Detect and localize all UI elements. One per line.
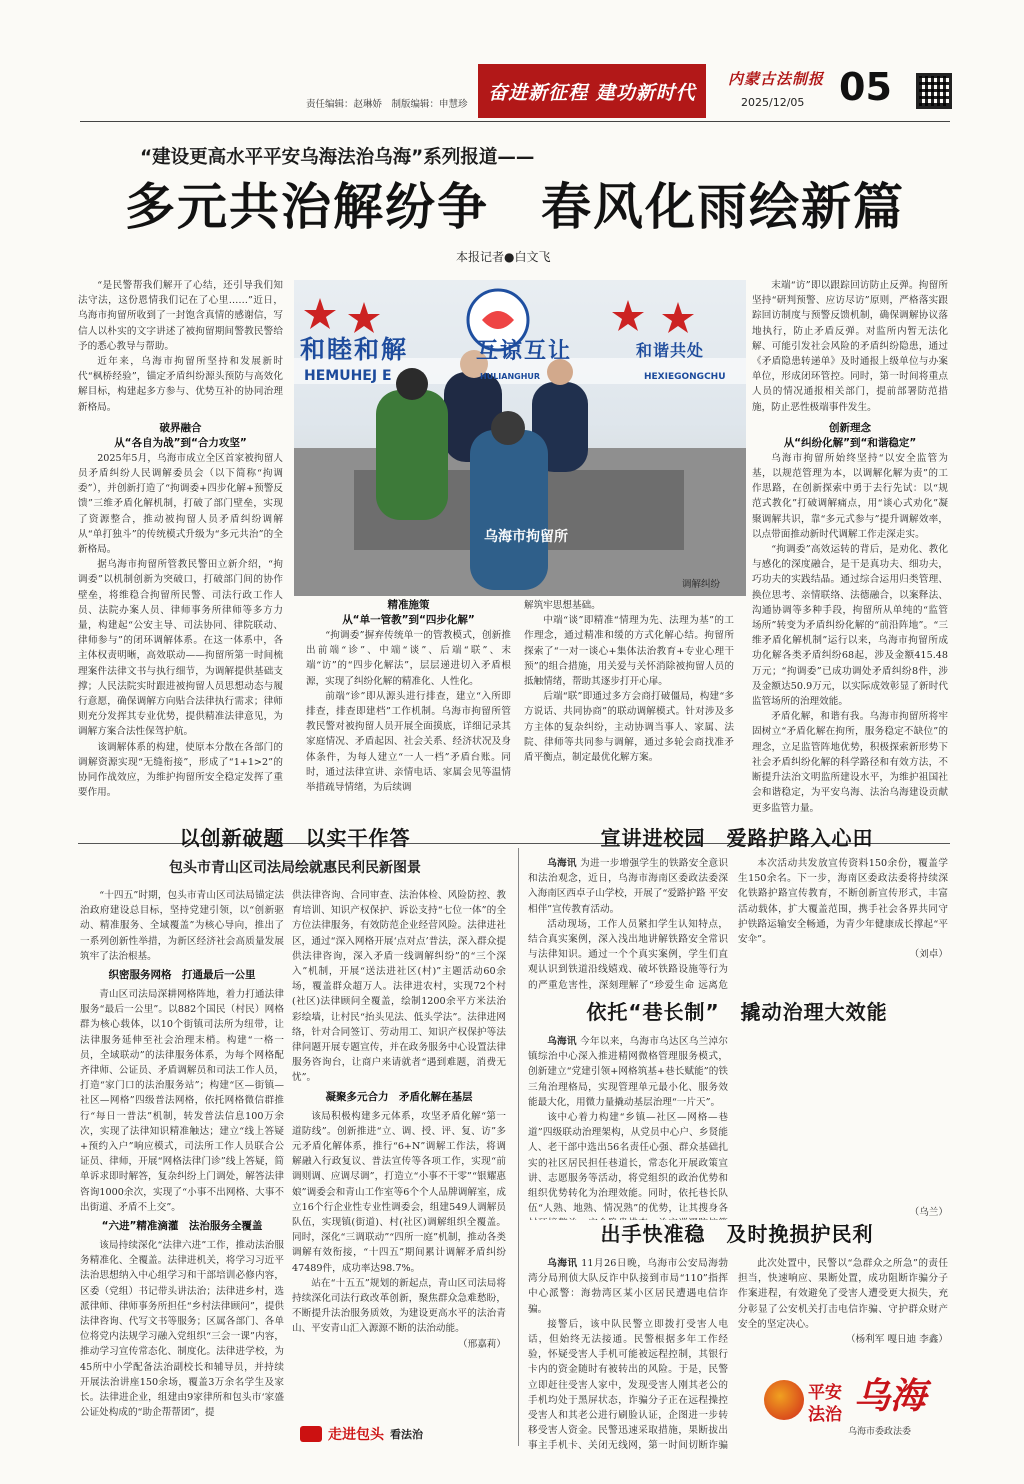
subheading-line: 精准施策: [387, 599, 430, 611]
tag-icon: [300, 1426, 322, 1442]
paragraph: 2025年5月，乌海市成立全区首家被拘留人员矛盾纠纷人民调解委员会（以下简称“拘调委”），并创新打造了“拘调委+四步化解+预警反馈”三维矛盾化解机制，打破了部门壁垒，实现了资源整合，推动被拘留人员矛盾纠纷调解从“单打独斗”的传统模式升级为“多元共治”的全新格局。: [78, 452, 283, 556]
subheading-line: 从“各自为战”到“合力攻坚”: [114, 436, 247, 449]
paragraph: 此次处置中，民警以“急群众之所急”的责任担当，快速响应、果断处置，成功阻断诈骗分子作案进程，有效避免了受害人遭受更大损失，充分彰显了公安机关打击电信诈骗、守护群众财产安全的坚定决心。: [738, 1258, 948, 1330]
paragraph: 接警后，该中队民警立即拨打受害人电话，但始终无法接通。民警根据多年工作经验，怀疑受害人手机可能被远程控制，其银行卡内的资金随时有被转出的风险。于是，民警立即赶往受害人家中，发现受害人刚其老公的手机均处于黑屏状态，诈骗分子正在远程操控受害人和其老公进行刷脸认证，企图进一步转移受害人资金。民警迅速采取措施，果断拔出事主手机卡、关闭无线网，第一时间切断诈骗: [528, 1318, 728, 1452]
story-5-column-1: [528, 1256, 728, 1452]
dateline: 乌海讯: [547, 1036, 577, 1047]
story-2-column-1: [80, 888, 284, 1458]
paragraph: 后端“联”即通过多方会商打破僵局，构建“多方说话、共同协商”的联动调解模式。针对涉及多方主体的复杂纠纷，主动协调当事人、家属、法院、律师等共同参与调解，通过多轮会商找准矛盾平衡点，制定最优化解方案。: [524, 691, 734, 764]
story-2-title: 以创新破题 以实干作答: [179, 826, 411, 850]
qr-code: [916, 73, 952, 109]
story-4-title: 依托“巷长制” 撬动治理大效能: [586, 1000, 888, 1024]
paragraph: [528, 1034, 728, 1110]
subheading: 织密服务网格 打通最后一公里: [108, 969, 256, 982]
subheading: [78, 421, 283, 451]
paragraph: [528, 856, 728, 917]
subheading-line: 破界融合: [159, 421, 202, 434]
story-3-column-2: [738, 856, 948, 991]
logo-swoosh: [764, 1380, 804, 1420]
column-divider: [518, 848, 519, 1446]
subheading: [752, 421, 948, 451]
footer-tag: [300, 1424, 423, 1444]
story-4-column-1: [528, 1034, 728, 1220]
wall-slogan-2: 互谅互让: [476, 339, 573, 364]
page-number: 05: [839, 65, 892, 109]
logo-line-1: 平安: [808, 1383, 842, 1403]
paragraph: 供法律咨询、合同审查、法治体检、风险防控、教育培训、知识产权保护、诉讼支持“七位一体”的全方位法律服务，有效防范企业经营风险。法律进社区，通过“深入网格开展‘点对点’普法，深入群众提供法律咨询，深入矛盾一线调解纠纷”的“三个深入”机制，开展“送法进社区(村)”主题活动60余场，覆盖群众超万人。法律进农村，实现72个村(社区)法律顾问全覆盖，绘制1200余平方米法治彩绘墙，让村民“抬头见法、低头学法”。法律进网络，针对合同签订、劳动用工、知识产权保护等法律问题开展专题宣传，并在政务服务中心设置法律服务咨询台，让商户来请就者“遇到难题，消费无忧”。: [292, 890, 506, 1084]
wall-pinyin-3: HEXIEGONGCHU: [644, 372, 726, 382]
paragraph: 中端“谈”即精准“情理为先、法理为基”的工作理念，通过精准和缓的方式化解心结。拘留所探索了“一对一谈心+集体法治教育+专业心理干预”的组合措施，用关爱与关怀消除被拘留人员的抵触情绪，帮助其逐步打开心扉。: [524, 615, 734, 688]
lead-column-2: [306, 598, 511, 838]
credit: （邢嘉莉）: [458, 1338, 506, 1350]
paragraph: 该局积极构建多元体系，攻坚矛盾化解“第一道防线”。创新推进“立、调、授、评、复、访”多元矛盾化解体系，推行“6+N”调解工作法，将调解融入行政复议、普法宣传等各项工作，实现“前调则调、应调尽调”，打造立“小事不干零”“银耀惠娘”调委会和青山工作室等6个个人品牌调解室，成立16个行企业性专业性调委会，组建549人调解员队伍，实现镇(街道)、村(社区)调解组织全覆盖。同时，深化“三调联动”“四所一庭”机制，推动各类调解有效衔接，“十四五”期间累计调解矛盾纠纷47489件，成功率达98.7%。: [292, 1110, 506, 1274]
wall-pinyin-2: HULIANGHUR: [480, 372, 541, 381]
vest-text: 乌海市拘留所: [484, 529, 568, 545]
paragraph: 近年来，乌海市拘留所坚持和发展新时代“枫桥经验”，锚定矛盾纠纷源头预防与高效化解目标，构建起多方参与、优势互补的协同治理新格局。: [78, 356, 283, 413]
paragraph: [528, 1256, 728, 1317]
paragraph: 据乌海市拘留所管教民警田立新介绍，“拘调委”以机制创新为突破口，打破部门间的协作壁垒，将维稳合拘留所民警、司法行政工作人员、法院办案人员、律师事务所律师等多方力量，构建起“公安主导、司法协同、律院联动、律师参与”的闭环调解体系。在这一体系中，各主体权责明晰，高效联动——拘留所第一时间梳理案件法律文书与执行细节，为调解提供基础支撑；人民法院实时跟进被拘留人员思想动态与履行意愿，确保调解方向贴合法律执行需求；律师则充分发挥其专业优势，提供精准法律意见，为调解方案合法性保驾护航。: [78, 559, 283, 738]
photo-scene: [294, 280, 746, 596]
dateline: 乌海讯: [547, 858, 577, 869]
issue-date: 2025/12/05: [741, 96, 805, 109]
story-2-column-2: [292, 888, 506, 1420]
paragraph: “拘调委”摒弃传统单一的管教模式，创新推出前端“诊”、中端“谈”、后端“联”、末端“访”的“四步化解法”，层层递进切入矛盾根源，实现了纠纷化解的精准化、人性化。: [306, 630, 511, 687]
credit: （乌兰）: [906, 1205, 948, 1220]
paragraph: 青山区司法局深耕网格阵地，着力打通法律服务“最后一公里”。以882个国民（村民）网格群为核心载体，以10个街镇司法所为纽带，让法律服务延伸至社会治理末梢。构建“一格一员，全域联动”的法律服务体系，为每个网格配齐律师、公证员、矛盾调解员和司法工作人员，打造“家门口的法治服务站”；构建“区—街镇—社区—网格”四级普法网格，依托网格微信群推行“每日一普法”机制，转发普法信息100万余次，实现了法律知识精准触达；建立“线上答疑+预约入户”响应模式，司法所工作人员联合公证员、律师，开展“网格法律门诊”线上答疑，简单诉求即时解答，复杂纠纷上门调处，解答法律咨询1000余次，实现了“小事不出网格、大事不出街道、矛盾不上交”。: [80, 989, 284, 1213]
ping-an-logo: [764, 1372, 950, 1448]
paragraph: 站在“十五五”规划的新起点，青山区司法局将持续深化司法行政改革创新，聚焦群众急难愁盼，不断提升法治服务质效，为建设更高水平的法治青山、平安青山汇入源源不断的法治动能。: [292, 1277, 506, 1335]
lead-column-1: [78, 278, 283, 838]
main-headline: 多元共治解纷争 春风化雨绘新篇: [125, 177, 905, 236]
paragraph: 活动现场，工作人员紧扣学生认知特点，结合真实案例，深入浅出地讲解铁路安全常识与法律知识。通过一个个真实案例，学生们直观认识到铁道沿线嬉戏、破坏铁路设施等行为的严重危害性，深刻理解了“珍爱生命 远离危: [528, 918, 728, 991]
story-5-column-2: [738, 1256, 948, 1376]
byline: 本报记者●白文飞: [456, 250, 551, 264]
paragraph: “是民警帮我们解开了心结，还引导我们知法守法，这份恩情我们记在了心里……”近日，乌海市拘留所收到了一封饱含真情的感谢信，写信人以朴实的文字讲述了被拘留期间警教民警给予的悉心教导与帮助。: [78, 280, 283, 352]
lead-column-3: [524, 598, 734, 838]
paragraph: 矛盾化解，和谐有我。乌海市拘留所将牢固树立“矛盾化解在拘所，服务稳定不缺位”的理念，立足监管阵地优势，积极探索新形势下社会矛盾纠纷化解的科学路径和有效方法，不断提升法治文明监所建设水平，为维护祖国社会和谐稳定，为平安乌海、法治乌海建设贡献更多监管力量。: [752, 711, 948, 814]
editors-line: 责任编辑：赵琳娇 制版编辑：申慧珍: [306, 99, 468, 110]
paragraph-text: 今年以来，乌海市乌达区乌兰淖尔镇综治中心深入推进精网微格管理服务模式，创新建立“党建引领+网格筑基+巷长赋能”的铁三角治理格局，实现管理单元最小化、服务效能最大化，用微力量撬动基层治理“一片天”。: [528, 1036, 728, 1108]
header-rule: [80, 121, 950, 122]
logo-sub: 乌海市委政法委: [848, 1427, 912, 1437]
wall-slogan-3: 和谐共处: [636, 341, 705, 360]
lead-photo: [294, 280, 746, 596]
paragraph-text: 为进一步增强学生的铁路安全意识和法治观念，近日，乌海市海南区委政法委深入海南区西卓子山学校，开展了“爱路护路 平安相伴”宣传教育活动。: [528, 858, 728, 915]
paragraph-text: 11月26日晚，乌海市公安局海勃湾分局刑侦大队反诈中队接到市局“110”指挥中心派警：海勃湾区某小区居民遭遇电信诈骗。: [528, 1258, 728, 1315]
paragraph: 本次活动共发放宣传资料150余份，覆盖学生150余名。下一步，海南区委政法委将持续深化铁路护路宣传教育，不断创新宣传形式，丰富活动载体，扩大覆盖范围，携手社会各界共同守护铁路运输安全畅通，为青少年健康成长撑起“平安伞”。: [738, 858, 948, 946]
subheading-line: 创新理念: [829, 421, 871, 434]
story-2-subtitle: 包头市青山区司法局绘就惠民利民新图景: [169, 860, 421, 876]
subheading: “六进”精准滴灌 法治服务全覆盖: [101, 1220, 263, 1233]
story-3-column-1: [528, 856, 728, 991]
story-4-column-2: [738, 1034, 948, 1220]
paragraph: 乌海市拘留所始终坚持“以安全监管为基，以规范管理为本，以调解化解为责”的工作思路，在创新探索中勇于去行先试：以“规范式教化”打破调解痛点，用“谈心式劝化”凝聚调解共识，靠“多元式参与”提升调解效率，以点带面推动新时代调解工作走深走实。: [752, 452, 948, 540]
footer-tag-sub: 看法治: [390, 1428, 423, 1441]
lead-column-4: [752, 278, 948, 838]
subheading: 凝聚多元合力 矛盾化解在基层: [325, 1090, 473, 1103]
footer-tag-main: 走进包头: [328, 1427, 384, 1443]
slogan-banner: [478, 64, 706, 118]
paragraph: 该中心着力构建“乡镇—社区—网格—巷道”四级联动治理架构，从党员中心户、乡贤能人、老干部中选出56名责任心强、群众基础扎实的社区居民担任巷道长，常态化开展政策宣讲、志愿服务等活动，将党组织的政治优势和组织优势转化为治理效能。同时，依托巷长队伍“人熟、地熟、情况熟”的优势，让其搜身各: [528, 1112, 728, 1215]
subheading: [306, 598, 511, 628]
dateline: 乌海讯: [547, 1258, 578, 1269]
paragraph: 该调解体系的构建，使原本分散在各部门的调解资源实现“无缝衔接”，形成了“1+1>2”的协同作战效应，为维护拘留所安全稳定发挥了重要作用。: [78, 741, 283, 799]
story-5-title: 出手快准稳 及时挽损护民利: [600, 1222, 874, 1246]
paragraph: “十四五”时期，包头市青山区司法局锚定法治政府建设总目标，坚持党建引领，以“创新驱动、精准服务、全域覆盖”为核心导向，推出了一系列创新性举措，为新区经济社会高质量发展筑牢了法治根基。: [80, 890, 284, 962]
series-title: “建设更高水平平安乌海法治乌海”系列报道——: [140, 147, 535, 168]
subheading-line: 从“纠纷化解”到“和谐稳定”: [783, 436, 917, 449]
paper-name: 内蒙古法制报: [728, 70, 825, 88]
logo-big: 乌海: [854, 1375, 927, 1417]
credit: （杨利军 嘎日迪 李鑫）: [845, 1334, 948, 1346]
logo-line-2: 法治: [808, 1405, 842, 1425]
wall-slogan-1: 和睦和解: [300, 335, 409, 364]
story-3-title: 宣讲进校园 爱路护路入心田: [600, 826, 874, 850]
paragraph: 解筑牢思想基础。: [524, 600, 601, 611]
wall-pinyin-1: HEMUHEJ E: [304, 368, 392, 384]
subheading-line: 从“单一管教”到“四步化解”: [342, 614, 475, 626]
paragraph: 该局持续深化“法律六进”工作，推动法治服务精准化、全覆盖。法律进机关，将学习习近平法治思想纳入中心组学习和干部培训必修内容，区委（党组）书记带头讲法治；法律进乡村，选派律师、律师事务所担任“乡村法律顾问”，提供法律咨询、代写文书等服务；区属各部门、各单位将党内法规学习融入党组织“三会一课”内容，推动学习宣传常态化、制度化。法律进学校，为45所中小学配备法治副校长和辅导员，并持续开展法治讲座150余场，覆盖3万余名学生及家长。法律进企业，组建由9家律所和包头市‘家盛公证处构成的“助企帮帮团”，提: [80, 1240, 284, 1419]
photo-caption: 调解纠纷: [682, 579, 721, 590]
credit: （刘卓）: [909, 949, 948, 961]
paragraph: 末端“访”即以跟踪回访防止反弹。拘留所坚持“研判预警、应访尽访”原则，严格落实跟踪回访制度与预警反馈机制，确保调解协议落地执行，防止矛盾反弹。对监所内暂无法化解、可能引发社会风险的矛盾纠纷隐患，通过《矛盾隐患转递单》及时通报上级单位与办案单位，形成闭环管控。同时，第一时间将重点人员的情况通报相关部门，提前部署防范措施，防止恶性极端事件发生。: [752, 280, 948, 413]
paragraph: 前端“诊”即从源头进行排查，建立“入所即排查，排查即建档”工作机制。乌海市拘留所管教民警对被拘留人员开展全面摸底，详细记录其家庭情况、矛盾起因、社会关系、经济状况及身体条件，为每人建立“一人一档”矛盾台账。同时，通过法律宣讲、亲情电话、家属会见等温情举措疏导情绪，为后续调: [306, 690, 511, 794]
paragraph: “拘调委”高效运转的背后，是劝化、教化与感化的深度融合，是干是真功夫、细功夫，巧功夫的实践结晶。通过综合运用归类管理、换位思考、亲情联络、法德融合，以案释法、沟通协调等多种手段，拘留所从单纯的“监管场所”转变为矛盾纠纷化解的“前沿阵地”。“三维矛盾化解机制”运行以来，乌海市拘留所成功化解各类矛盾纠纷68起，涉及金额415.48万元；“拘调委”已成功调处矛盾纠纷8件，涉及金额达50.9万元，以实际成效彰显了新时代监管场所的治理效能。: [752, 544, 948, 708]
slogan-text: 奋进新征程 建功新时代: [488, 81, 696, 104]
